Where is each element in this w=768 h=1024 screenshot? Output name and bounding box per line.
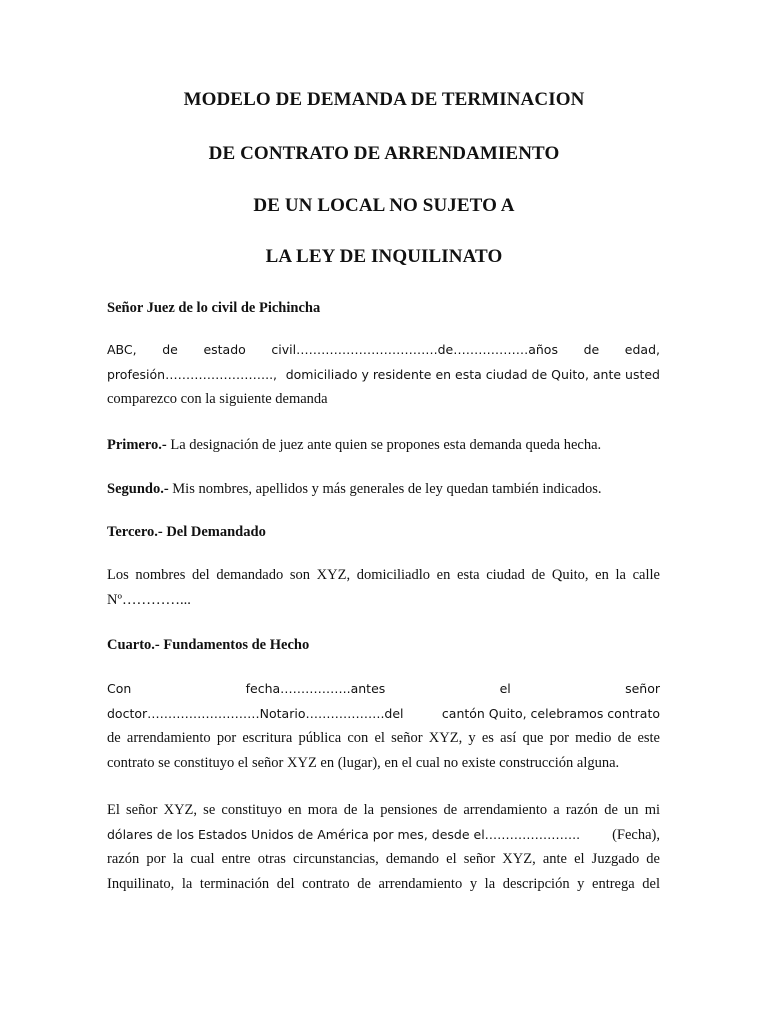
cuarto-heading: Cuarto.- Fundamentos de Hecho xyxy=(107,637,310,653)
nombres-line-1: Los nombres del demandado son XYZ, domiciliadlo en esta ciudad de Quito, en la calle xyxy=(107,567,660,583)
intro-line-3: comparezco con la siguiente demanda xyxy=(107,391,328,407)
segundo-paragraph xyxy=(107,477,660,502)
hecho1-text: doctor………………………Notario……………….del xyxy=(107,705,404,721)
intro-text: de xyxy=(583,342,600,357)
hecho1-line-2 xyxy=(107,702,660,727)
title-line-2: DE CONTRATO DE ARRENDAMIENTO xyxy=(208,143,560,164)
hecho1-line-4: contrato se constituyo el señor XYZ en (lugar), en el cual no existe construcción alguna. xyxy=(107,754,620,771)
hecho1-text: fecha……………..antes xyxy=(245,681,386,696)
hecho2-text: dólares de los Estados Unidos de América por mes, desde el………………….. xyxy=(107,826,581,842)
intro-paragraph xyxy=(107,338,660,412)
hecho2-line-2 xyxy=(107,823,660,848)
intro-text: de xyxy=(162,342,178,357)
title-line-3: DE UN LOCAL NO SUJETO A xyxy=(253,195,515,216)
hecho1-line-1 xyxy=(107,677,660,702)
intro-text: civil…………………………….de………………años xyxy=(271,342,558,357)
hecho2-line-3: razón por la cual entre otras circunstancias, demando el señor XYZ, ante el Juzgado de xyxy=(107,851,660,867)
segundo-label: Segundo.- xyxy=(107,481,169,497)
hecho1-text: Con xyxy=(107,681,132,696)
hecho1-line-3: de arrendamiento por escritura pública con el señor XYZ, y es así que por medio de este xyxy=(107,730,660,746)
intro-text: edad, xyxy=(624,342,660,357)
nombres-line-2: Nº…………... xyxy=(107,591,191,608)
primero-label: Primero.- xyxy=(107,437,167,453)
intro-line-2 xyxy=(107,363,660,388)
hecho2-line-4: Inquilinato, la terminación del contrato de arrendamiento y la descripción y entrega del xyxy=(107,875,660,892)
segundo-text: Mis nombres, apellidos y más generales de ley quedan también indicados. xyxy=(168,481,602,497)
hecho-paragraph-1 xyxy=(107,677,660,775)
hecho1-text: el xyxy=(499,681,511,696)
hecho1-text: cantón Quito, celebramos contrato xyxy=(441,705,660,721)
tercero-heading: Tercero.- Del Demandado xyxy=(107,524,266,540)
address-line: Señor Juez de lo civil de Pichincha xyxy=(107,300,321,316)
intro-text: profesión…………………….., xyxy=(107,366,278,382)
intro-text: ABC, xyxy=(107,342,137,357)
intro-text: estado xyxy=(203,342,246,357)
hecho2-text: (Fecha), xyxy=(612,826,660,843)
primero-paragraph xyxy=(107,433,660,458)
intro-text: domiciliado y residente en esta ciudad de Quito, ante usted xyxy=(285,366,660,382)
hecho1-text: señor xyxy=(625,681,660,696)
hecho-paragraph-2 xyxy=(107,798,660,896)
hecho2-line-1: El señor XYZ, se constituyo en mora de la pensiones de arrendamiento a razón de un mi xyxy=(107,802,660,818)
primero-text: La designación de juez ante quien se propones esta demanda queda hecha. xyxy=(166,437,602,453)
title-line-4: LA LEY DE INQUILINATO xyxy=(265,246,503,267)
title-line-1: MODELO DE DEMANDA DE TERMINACION xyxy=(183,89,585,110)
intro-line-1 xyxy=(107,338,660,363)
nombres-paragraph xyxy=(107,563,660,612)
